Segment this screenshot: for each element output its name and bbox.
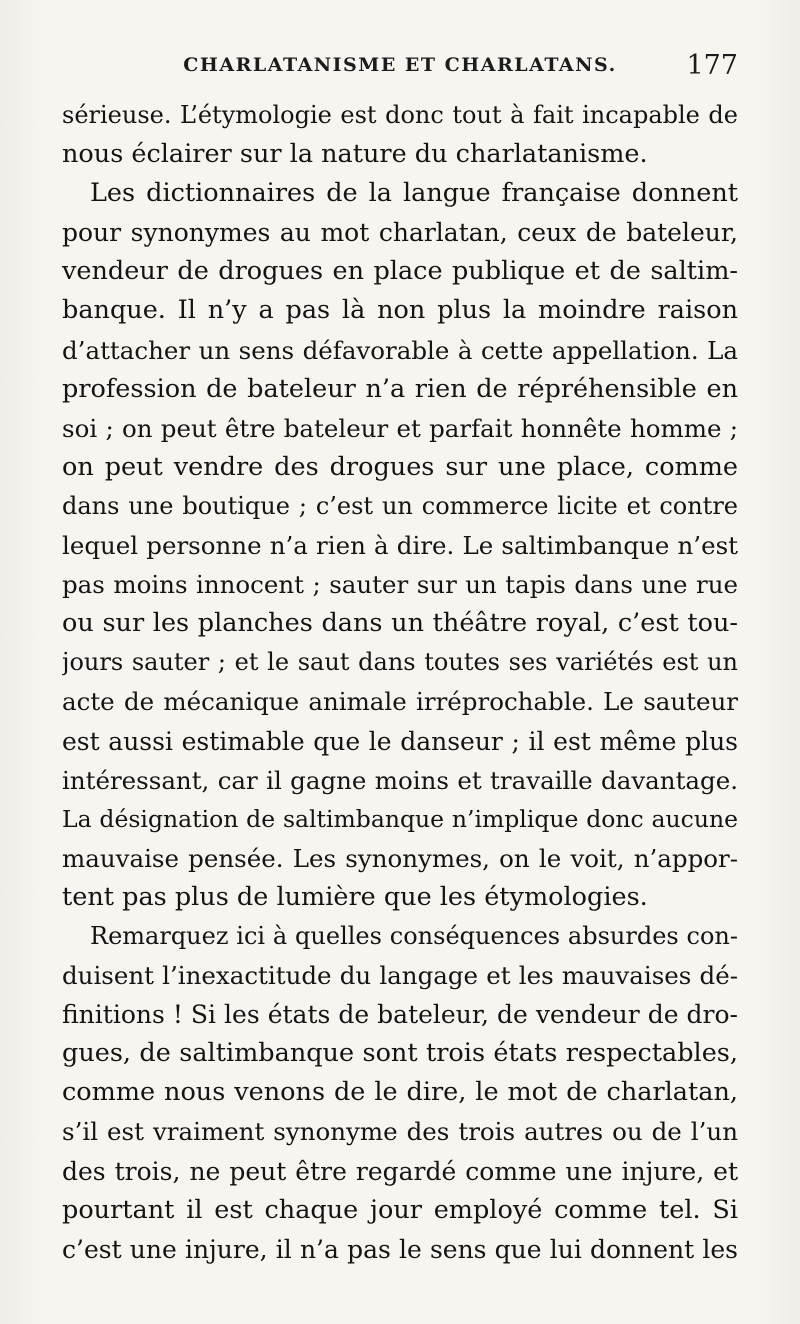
- text-line: sérieuse. L’étymologie est donc tout à fait incapable de: [62, 101, 738, 129]
- text-line: c’est une injure, il n’a pas le sens que lui donnent les: [62, 1234, 738, 1264]
- page-header: [62, 50, 738, 84]
- text-line: pas moins innocent ; sauter sur un tapis dans une rue: [62, 570, 738, 600]
- text-line: gues, de saltimbanque sont trois états respectables,: [62, 1038, 738, 1069]
- text-line: Les dictionnaires de la langue française donnent: [90, 178, 738, 209]
- text-line: ou sur les planches dans un théâtre royal, c’est tou-: [62, 608, 738, 639]
- running-title: CHARLATANISME ET CHARLATANS.: [183, 54, 617, 76]
- text-line: vendeur de drogues en place publique et de saltim-: [62, 256, 738, 287]
- text-line: La désignation de saltimbanque n’implique donc aucune: [62, 804, 738, 833]
- text-line: mauvaise pensée. Les synonymes, on le voit, n’appor-: [62, 843, 738, 873]
- text-line: intéressant, car il gagne moins et travaille davantage.: [62, 765, 738, 795]
- text-line: lequel personne n’a rien à dire. Le saltimbanque n’est: [62, 531, 738, 561]
- text-line: comme nous venons de le dire, le mot de charlatan,: [62, 1077, 738, 1108]
- text-line: banque. Il n’y a pas là non plus la moindre raison: [62, 295, 738, 326]
- text-line: soi ; on peut être bateleur et parfait honnête homme ;: [62, 413, 738, 443]
- body-text: [62, 96, 738, 1269]
- text-line: pour synonymes au mot charlatan, ceux de bateleur,: [62, 218, 738, 248]
- text-line: dans une boutique ; c’est un commerce licite et contre: [62, 491, 738, 520]
- text-line: finitions ! Si les états de bateleur, de vendeur de dro-: [62, 1000, 738, 1030]
- text-line: duisent l’inexactitude du langage et les mauvaises dé-: [62, 961, 738, 991]
- text-line: des trois, ne peut être regardé comme une injure, et: [62, 1156, 738, 1186]
- text-line: est aussi estimable que le danseur ; il est même plus: [62, 726, 738, 756]
- text-line: acte de mécanique animale irréprochable. Le sauteur: [62, 687, 738, 717]
- text-line: profession de bateleur n’a rien de répréhensible en: [62, 373, 738, 404]
- text-line: tent pas plus de lumière que les étymologies.: [62, 881, 648, 912]
- text-line: jours sauter ; et le saut dans toutes ses variétés est un: [62, 648, 738, 677]
- text-line: pourtant il est chaque jour employé comme tel. Si: [62, 1194, 738, 1225]
- text-line: d’attacher un sens défavorable à cette appellation. La: [62, 335, 738, 365]
- page-number: 177: [686, 50, 738, 81]
- text-line: s’il est vraiment synonyme des trois autres ou de l’un: [62, 1117, 738, 1147]
- text-line: on peut vendre des drogues sur une place, comme: [62, 451, 738, 482]
- text-line: nous éclairer sur la nature du charlatanisme.: [62, 139, 648, 170]
- text-line: Remarquez ici à quelles conséquences absurdes con-: [90, 921, 738, 950]
